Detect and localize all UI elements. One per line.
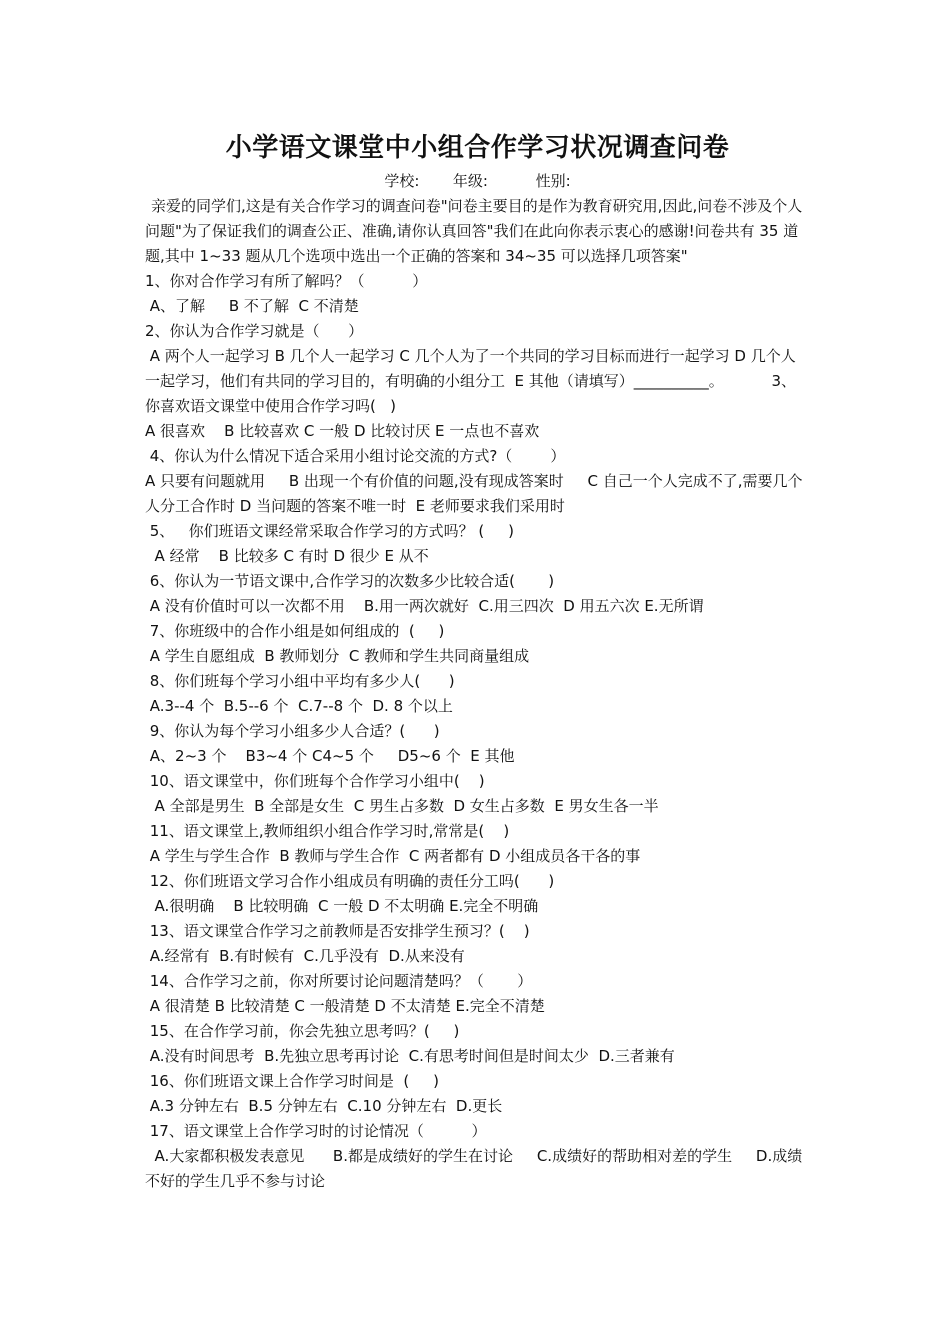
answer-options-7: A 学生自愿组成 B 教师划分 C 教师和学生共同商量组成 — [145, 647, 530, 665]
answer-options-2: A 两个人一起学习 B 几个人一起学习 C 几个人为了一个共同的学习目标而进行一起学习 D 几个人一起学习，他们有共同的学习目的，有明确的小组分工 E 其他（请填写）__________。 3、你喜欢语文课堂中使用合作学习吗( ) — [145, 347, 797, 415]
question-13: 13、语文课堂合作学习之前教师是否安排学生预习？( ) — [145, 922, 530, 940]
question-8: 8、你们班每个学习小组中平均有多少人( ) — [145, 672, 455, 690]
question-2: 2、你认为合作学习就是（ ） — [145, 322, 364, 340]
answer-options-11: A 学生与学生合作 B 教师与学生合作 C 两者都有 D 小组成员各干各的事 — [145, 847, 641, 865]
document-body — [145, 128, 810, 1194]
question-6: 6、你认为一节语文课中,合作学习的次数多少比较合适( ) — [145, 572, 555, 590]
answer-options-9: A、2~3 个 B3~4 个 C4~5 个 D5~6 个 E 其他 — [145, 747, 515, 765]
page-title: 小学语文课堂中小组合作学习状况调查问卷 — [225, 133, 730, 163]
question-17: 17、语文课堂上合作学习时的讨论情况（ ） — [145, 1122, 487, 1140]
answer-options-14: A 很清楚 B 比较清楚 C 一般清楚 D 不太清楚 E.完全不清楚 — [145, 997, 545, 1015]
answer-options-12: A.很明确 B 比较明确 C 一般 D 不太明确 E.完全不明确 — [145, 897, 539, 915]
answer-options-17: A.大家都积极发表意见 B.都是成绩好的学生在讨论 C.成绩好的帮助相对差的学生 D.成绩不好的学生几乎不参与讨论 — [145, 1147, 803, 1190]
question-1: 1、你对合作学习有所了解吗？（ ） — [145, 272, 428, 290]
question-14: 14、合作学习之前，你对所要讨论问题清楚吗？（ ） — [145, 972, 533, 990]
respondent-info — [145, 168, 810, 194]
question-10: 10、语文课堂中，你们班每个合作学习小组中( ) — [145, 772, 485, 790]
grade-label: 年级: — [452, 172, 488, 190]
gender-label: 性别: — [535, 172, 571, 190]
question-9: 9、你认为每个学习小组多少人合适？( ) — [145, 722, 440, 740]
answer-options-1: A、了解 B 不了解 C 不清楚 — [145, 297, 359, 315]
question-4: 4、你认为什么情况下适合采用小组讨论交流的方式?（ ） — [145, 447, 566, 465]
answer-options-15: A.没有时间思考 B.先独立思考再讨论 C.有思考时间但是时间太少 D.三者兼有 — [145, 1047, 675, 1065]
question-5: 5、 你们班语文课经常采取合作学习的方式吗？ ( ) — [145, 522, 514, 540]
question-15: 15、在合作学习前，你会先独立思考吗？( ) — [145, 1022, 460, 1040]
school-label: 学校: — [384, 172, 420, 190]
question-7: 7、你班级中的合作小组是如何组成的 ( ) — [145, 622, 445, 640]
intro-paragraph: 亲爱的同学们,这是有关合作学习的调查问卷"问卷主要目的是作为教育研究用,因此,问卷不涉及个人问题"为了保证我们的调查公正、准确,请你认真回答"我们在此向你表示衷心的感谢!问卷共有 35 道题,其中 1~33 题从几个选项中选出一个正确的答案和 34~35 可以选择几项答案" — [145, 197, 803, 265]
question-3: 3、你喜欢语文课堂中使用合作学习吗( ) — [145, 372, 797, 415]
answer-options-3: A 很喜欢 B 比较喜欢 C 一般 D 比较讨厌 E 一点也不喜欢 — [145, 422, 540, 440]
answer-options-16: A.3 分钟左右 B.5 分钟左右 C.10 分钟左右 D.更长 — [145, 1097, 503, 1115]
answer-options-8: A.3--4 个 B.5--6 个 C.7--8 个 D. 8 个以上 — [145, 697, 453, 715]
answer-options-5: A 经常 B 比较多 C 有时 D 很少 E 从不 — [145, 547, 429, 565]
question-12: 12、你们班语文学习合作小组成员有明确的责任分工吗( ) — [145, 872, 555, 890]
answer-options-6: A 没有价值时可以一次都不用 B.用一两次就好 C.用三四次 D 用五六次 E.无所谓 — [145, 597, 704, 615]
answer-options-13: A.经常有 B.有时候有 C.几乎没有 D.从来没有 — [145, 947, 465, 965]
question-16: 16、你们班语文课上合作学习时间是 ( ) — [145, 1072, 439, 1090]
answer-options-4: A 只要有问题就用 B 出现一个有价值的问题,没有现成答案时 C 自己一个人完成不了,需要几个人分工合作时 D 当问题的答案不唯一时 E 老师要求我们采用时 — [145, 472, 803, 515]
question-11: 11、语文课堂上,教师组织小组合作学习时,常常是( ) — [145, 822, 510, 840]
answer-options-10: A 全部是男生 B 全部是女生 C 男生占多数 D 女生占多数 E 男女生各一半 — [145, 797, 659, 815]
